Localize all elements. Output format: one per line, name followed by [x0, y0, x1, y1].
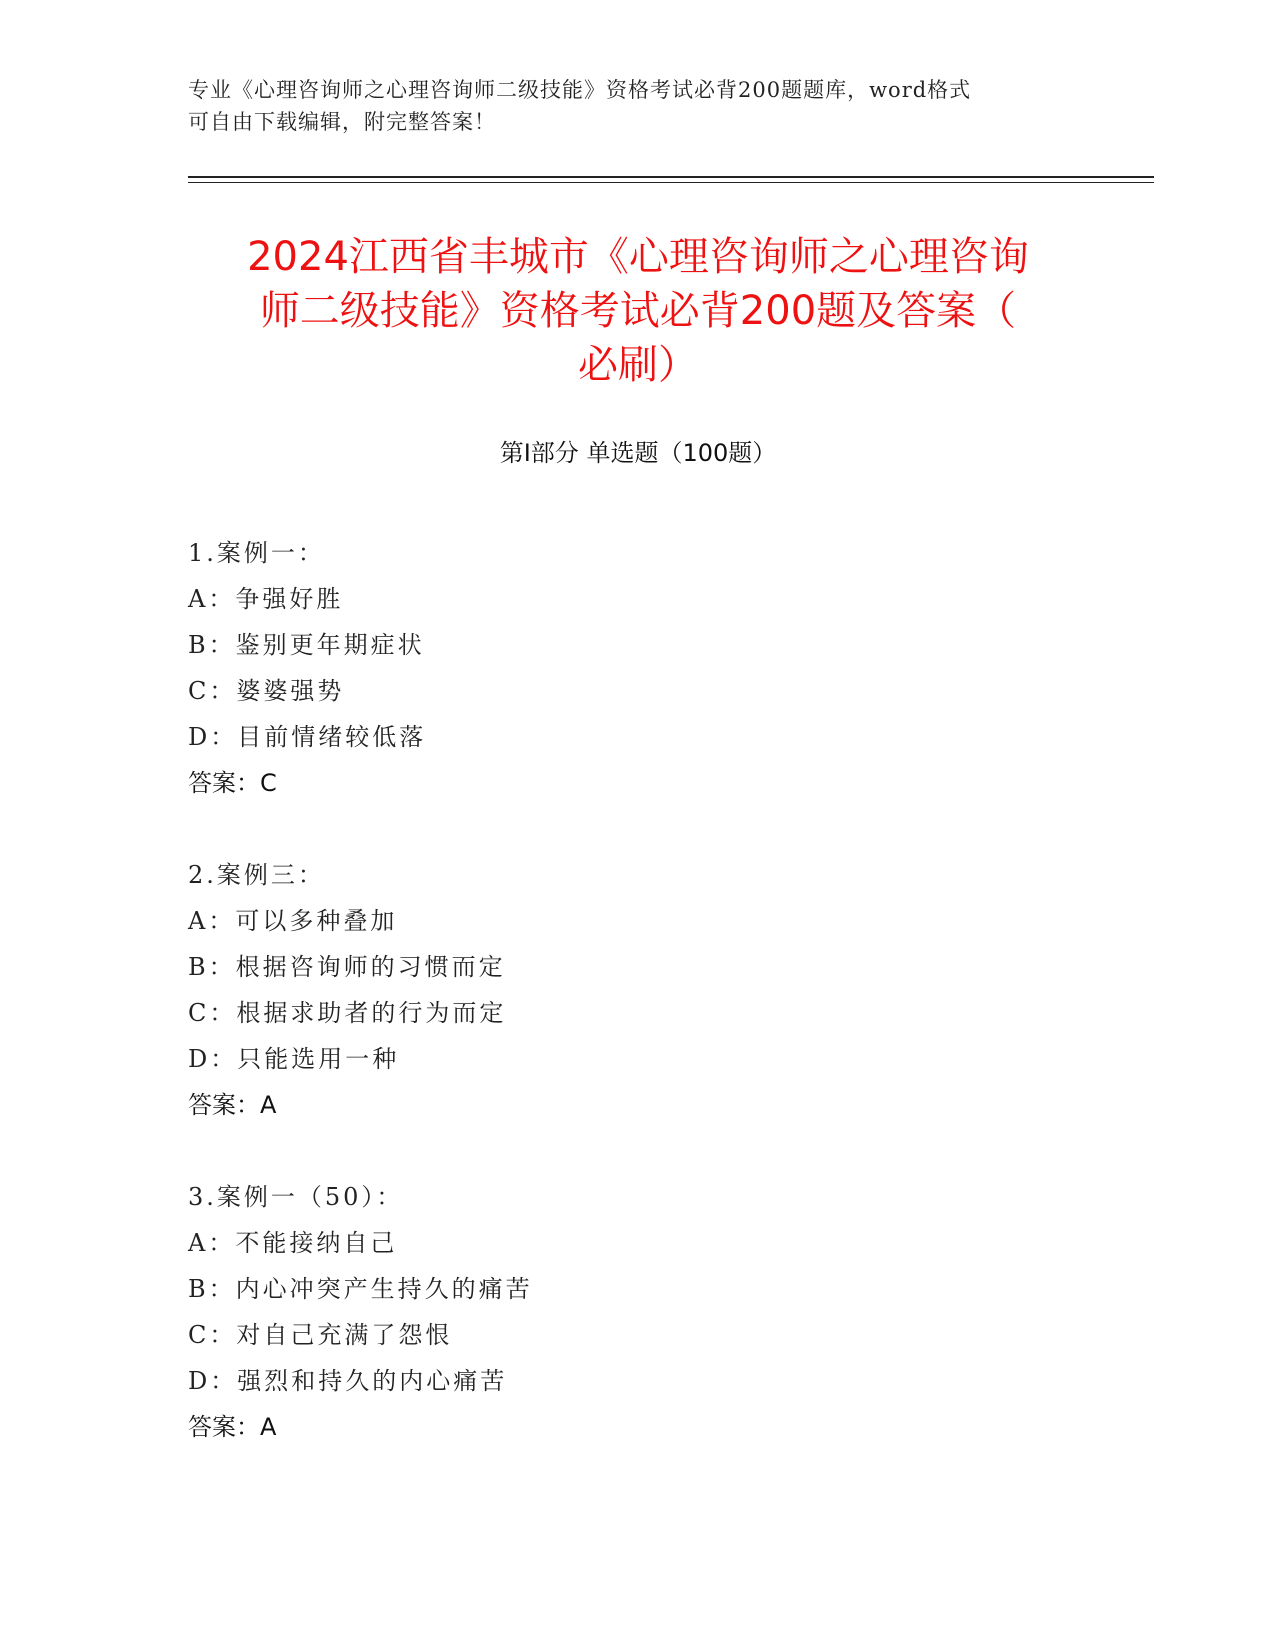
option-c: [188, 990, 1088, 1036]
option-d: [188, 714, 1088, 760]
option-b: [188, 1266, 1088, 1312]
option-label: C：: [188, 677, 237, 705]
title-line-3: 必刷）: [578, 342, 698, 388]
option-text: 根据咨询师的习惯而定: [235, 953, 506, 981]
question-2: [188, 852, 1088, 1128]
option-label: D：: [188, 1045, 238, 1073]
option-c: [188, 668, 1088, 714]
option-b: [188, 944, 1088, 990]
option-text: 目前情绪较低落: [237, 723, 427, 751]
answer: 答案：A: [188, 1091, 277, 1119]
header-note-line-2: 可自由下载编辑，附完整答案！: [188, 110, 496, 134]
option-b: [188, 622, 1088, 668]
answer: 答案：C: [188, 769, 277, 797]
option-text: 强烈和持久的内心痛苦: [237, 1367, 508, 1395]
option-d: [188, 1358, 1088, 1404]
option-text: 根据求助者的行为而定: [236, 999, 507, 1027]
option-a: [188, 576, 1088, 622]
header-note-line-1: 专业《心理咨询师之心理咨询师二级技能》资格考试必背200题题库，word格式: [188, 78, 972, 102]
option-label: A：: [188, 907, 236, 935]
option-c: [188, 1312, 1088, 1358]
header-note: [188, 74, 1088, 138]
option-label: A：: [188, 585, 236, 613]
option-label: B：: [188, 1275, 236, 1303]
title-line-1: 2024江西省丰城市《心理咨询师之心理咨询: [247, 234, 1029, 280]
option-label: B：: [188, 953, 236, 981]
title-line-2: 师二级技能》资格考试必背200题及答案（: [259, 288, 1017, 334]
question-stem: 2.案例三：: [188, 861, 325, 889]
option-text: 只能选用一种: [237, 1045, 400, 1073]
option-text: 对自己充满了怨恨: [236, 1321, 453, 1349]
option-label: C：: [188, 1321, 237, 1349]
option-label: D：: [188, 1367, 238, 1395]
option-text: 内心冲突产生持久的痛苦: [235, 1275, 533, 1303]
option-label: B：: [188, 631, 236, 659]
option-text: 鉴别更年期症状: [235, 631, 425, 659]
answer: 答案：A: [188, 1413, 277, 1441]
option-text: 不能接纳自己: [235, 1229, 398, 1257]
header-divider-thick: [188, 176, 1154, 178]
question-list: [188, 530, 1088, 1496]
option-d: [188, 1036, 1088, 1082]
option-text: 争强好胜: [235, 585, 344, 613]
option-label: C：: [188, 999, 237, 1027]
question-3: [188, 1174, 1088, 1450]
question-stem: 1.案例一：: [188, 539, 325, 567]
question-stem: 3.案例一（50）：: [188, 1183, 404, 1211]
option-a: [188, 1220, 1088, 1266]
header-divider-thin: [188, 182, 1154, 183]
option-label: D：: [188, 723, 238, 751]
document-title: [188, 230, 1088, 392]
option-text: 婆婆强势: [236, 677, 345, 705]
option-label: A：: [188, 1229, 236, 1257]
option-text: 可以多种叠加: [235, 907, 398, 935]
section-heading: 第Ⅰ部分 单选题（100题）: [499, 439, 777, 467]
question-1: [188, 530, 1088, 806]
option-a: [188, 898, 1088, 944]
